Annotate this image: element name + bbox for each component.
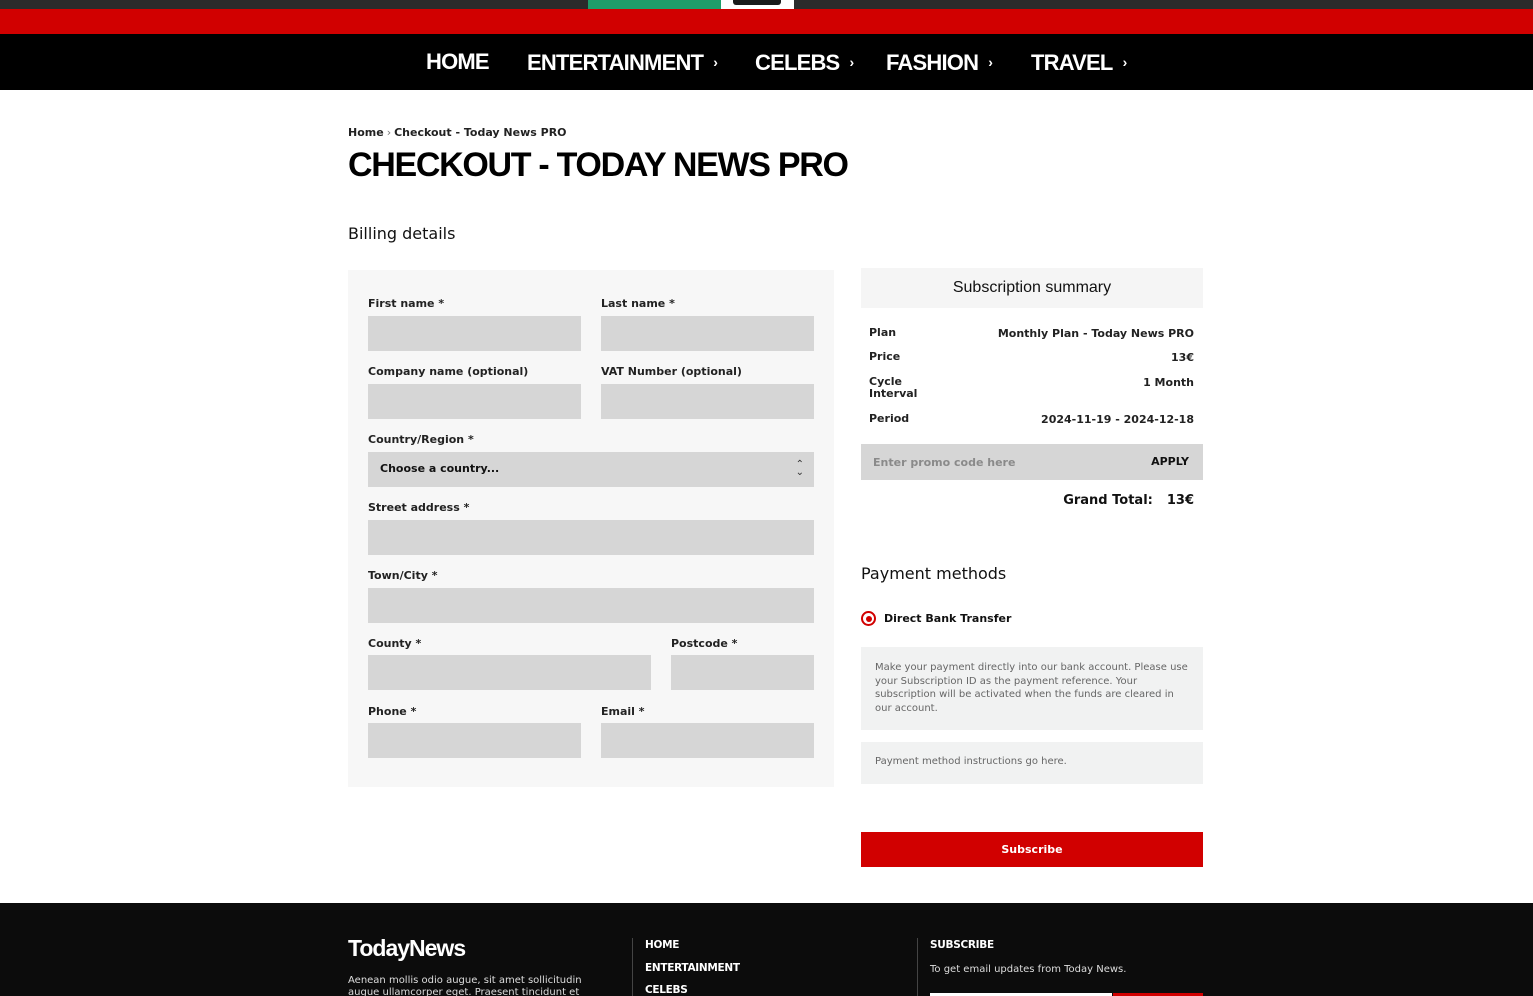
top-bar-green-button[interactable] xyxy=(588,0,721,9)
vat-number-label: VAT Number (optional) xyxy=(601,365,742,378)
footer-divider xyxy=(917,938,918,996)
chevron-right-icon: › xyxy=(713,54,718,70)
page-title: CHECKOUT - TODAY NEWS PRO xyxy=(348,146,848,184)
period-label: Period xyxy=(869,412,910,425)
grand-total-label: Grand Total: xyxy=(1063,493,1153,508)
subscribe-button[interactable]: Subscribe xyxy=(861,832,1203,867)
nav-item-label: ENTERTAINMENT xyxy=(527,50,704,75)
last-name-input[interactable] xyxy=(601,316,814,351)
breadcrumb xyxy=(348,126,567,139)
cycle-interval-label: Cycle Interval xyxy=(869,375,918,400)
country-label: Country/Region * xyxy=(368,433,474,446)
company-name-input[interactable] xyxy=(368,384,581,419)
payment-method-instructions: Payment method instructions go here. xyxy=(861,742,1203,784)
footer-logo[interactable]: TodayNews xyxy=(348,935,466,961)
footer-link-home[interactable]: HOME xyxy=(645,939,680,951)
subscription-summary-title: Subscription summary xyxy=(861,268,1203,308)
country-select-value: Choose a country... xyxy=(380,462,500,475)
postcode-input[interactable] xyxy=(671,655,814,690)
grand-total-value: 13€ xyxy=(1166,493,1194,508)
breadcrumb-separator: › xyxy=(386,126,392,139)
nav-item-fashion[interactable] xyxy=(886,34,993,90)
chevron-right-icon: › xyxy=(849,54,855,70)
promo-code-input[interactable] xyxy=(861,444,1131,480)
company-name-label: Company name (optional) xyxy=(368,365,529,378)
first-name-input[interactable] xyxy=(368,316,581,351)
nav-item-home[interactable] xyxy=(426,34,489,90)
street-address-label: Street address * xyxy=(368,501,470,514)
nav-item-travel[interactable] xyxy=(1031,34,1127,90)
town-city-label: Town/City * xyxy=(368,569,438,582)
billing-details-title: Billing details xyxy=(348,224,456,243)
last-name-label: Last name * xyxy=(601,297,675,310)
nav-item-label: HOME xyxy=(426,49,489,74)
period-value: 2024-11-19 - 2024-12-18 xyxy=(1041,413,1194,426)
price-value: 13€ xyxy=(1171,351,1194,364)
payment-method-description: Make your payment directly into our bank account. Please use your Subscription ID as the payment reference. Your subscription will be activated when the funds are cleared in our account. xyxy=(861,647,1203,730)
top-utility-bar xyxy=(0,0,1533,9)
plan-label: Plan xyxy=(869,326,897,339)
cycle-interval-value: 1 Month xyxy=(1143,376,1194,389)
nav-item-celebs[interactable] xyxy=(755,34,854,90)
plan-value: Monthly Plan - Today News PRO xyxy=(997,327,1194,340)
payment-method-label[interactable]: Direct Bank Transfer xyxy=(884,612,1012,625)
town-city-input[interactable] xyxy=(368,588,814,623)
footer-link-entertainment[interactable]: ENTERTAINMENT xyxy=(645,962,740,974)
county-input[interactable] xyxy=(368,655,651,690)
payment-method-radio[interactable] xyxy=(861,611,876,626)
phone-input[interactable] xyxy=(368,723,581,758)
apply-promo-button[interactable]: APPLY xyxy=(1151,455,1189,468)
red-header-band xyxy=(0,9,1533,34)
breadcrumb-home-link[interactable]: Home xyxy=(348,126,384,139)
phone-label: Phone * xyxy=(368,705,417,718)
footer-divider xyxy=(632,938,633,996)
promo-code-box xyxy=(861,444,1203,480)
grand-total xyxy=(1063,493,1194,508)
footer-subscribe-text: To get email updates from Today News. xyxy=(930,964,1127,975)
nav-item-label: CELEBS xyxy=(755,50,840,75)
email-input[interactable] xyxy=(601,723,814,758)
chevron-right-icon: › xyxy=(988,54,993,70)
nav-item-entertainment[interactable] xyxy=(527,34,718,90)
main-navigation xyxy=(0,34,1533,90)
country-select[interactable] xyxy=(368,452,814,487)
postcode-label: Postcode * xyxy=(671,637,738,650)
top-bar-white-button-inner xyxy=(733,0,781,5)
nav-item-label: FASHION xyxy=(886,50,979,75)
radio-selected-dot xyxy=(866,616,872,622)
chevron-right-icon: › xyxy=(1122,54,1128,70)
payment-methods-title: Payment methods xyxy=(861,564,1007,583)
email-label: Email * xyxy=(601,705,645,718)
select-arrows-icon: ⌃ ⌄ xyxy=(795,459,804,478)
county-label: County * xyxy=(368,637,422,650)
price-label: Price xyxy=(869,350,901,363)
site-footer xyxy=(0,903,1533,996)
footer-link-celebs[interactable]: CELEBS xyxy=(645,984,688,996)
footer-subscribe-title: SUBSCRIBE xyxy=(930,939,994,951)
street-address-input[interactable] xyxy=(368,520,814,555)
breadcrumb-current: Checkout - Today News PRO xyxy=(394,126,567,139)
footer-about-text: Aenean mollis odio augue, sit amet sollicitudin augue ullamcorper eget. Praesent tincidunt et xyxy=(348,975,582,996)
vat-number-input[interactable] xyxy=(601,384,814,419)
first-name-label: First name * xyxy=(368,297,445,310)
nav-item-label: TRAVEL xyxy=(1031,50,1113,75)
